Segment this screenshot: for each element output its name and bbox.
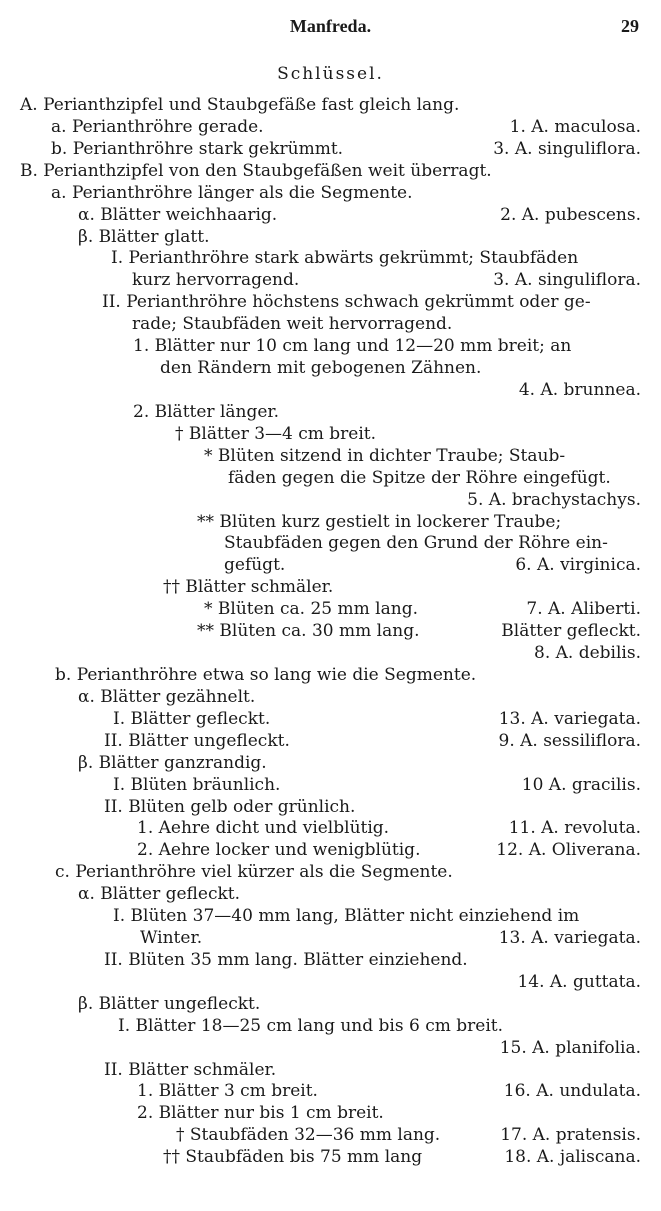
species-reference: 1. A. maculosa. — [509, 116, 641, 137]
key-line — [0, 380, 661, 402]
key-line — [0, 709, 661, 731]
key-line-text: †† Staubfäden bis 75 mm lang — [163, 1147, 423, 1168]
key-line-text: Staubfäden gegen den Grund der Röhre ein- — [224, 533, 608, 554]
key-line-text: II. Blüten 35 mm lang. Blätter einziehend. — [104, 949, 468, 970]
key-line — [0, 972, 661, 994]
key-line — [0, 227, 661, 249]
species-reference: 11. A. revoluta. — [508, 818, 641, 839]
species-reference: 18. A. jaliscana. — [504, 1147, 641, 1168]
key-line — [0, 555, 661, 577]
key-line-text: II. Perianthröhre höchstens schwach gekrümmt oder ge- — [102, 292, 591, 313]
key-line — [0, 862, 661, 884]
key-line-text: b. Perianthröhre etwa so lang wie die Segmente. — [55, 664, 477, 685]
key-line — [0, 314, 661, 336]
key-line-text: * Blüten sitzend in dichter Traube; Staub- — [204, 445, 566, 466]
key-line-text: I. Blüten 37—40 mm lang, Blätter nicht einziehend im — [113, 906, 580, 927]
key-line — [0, 446, 661, 468]
key-line — [0, 1125, 661, 1147]
key-line — [0, 643, 661, 665]
key-line-text: I. Perianthröhre stark abwärts gekrümmt; Staubfäden — [111, 248, 579, 269]
key-line-text: ** Blüten kurz gestielt in lockerer Traube; — [197, 511, 562, 532]
key-line — [0, 512, 661, 534]
species-reference: 14. A. guttata. — [517, 971, 641, 992]
species-reference: 12. A. Oliverana. — [496, 840, 641, 861]
key-line-text: †† Blätter schmäler. — [163, 577, 334, 598]
page-number: 29 — [621, 16, 639, 36]
species-reference: 2. A. pubescens. — [500, 204, 641, 225]
key-line-text: B. Perianthzipfel von den Staubgefäßen weit überragt. — [20, 160, 492, 181]
key-line-text: * Blüten ca. 25 mm lang. — [204, 599, 418, 620]
key-line-text: a. Perianthröhre länger als die Segmente. — [51, 182, 413, 203]
key-line — [0, 1147, 661, 1169]
key-line-text: 1. Aehre dicht und vielblütig. — [137, 818, 390, 839]
key-line — [0, 139, 661, 161]
key-line — [0, 358, 661, 380]
key-line — [0, 599, 661, 621]
key-line — [0, 336, 661, 358]
key-line-text: β. Blätter ganzrandig. — [78, 752, 267, 773]
key-line — [0, 621, 661, 643]
key-line — [0, 248, 661, 270]
species-reference: 13. A. variegata. — [498, 708, 641, 729]
key-line — [0, 928, 661, 950]
key-line-text: c. Perianthröhre viel kürzer als die Segmente. — [55, 862, 453, 883]
key-line — [0, 270, 661, 292]
key-line — [0, 577, 661, 599]
key-line — [0, 183, 661, 205]
species-reference: 10 A. gracilis. — [521, 774, 641, 795]
key-line — [0, 490, 661, 512]
species-reference: 17. A. pratensis. — [500, 1125, 641, 1146]
key-line-text: α. Blätter gefleckt. — [78, 884, 241, 905]
key-line-text: 2. Aehre locker und wenigblütig. — [137, 840, 421, 861]
key-line — [0, 161, 661, 183]
key-line — [0, 665, 661, 687]
species-reference: 16. A. undulata. — [503, 1081, 641, 1102]
key-line-text: † Staubfäden 32—36 mm lang. — [176, 1125, 441, 1146]
key-line-text: 1. Blätter 3 cm breit. — [137, 1081, 318, 1102]
key-line-text: β. Blätter ungefleckt. — [78, 993, 261, 1014]
species-reference: 15. A. planifolia. — [499, 1037, 641, 1058]
key-line — [0, 840, 661, 862]
species-reference: 13. A. variegata. — [498, 928, 641, 949]
key-line — [0, 402, 661, 424]
species-reference: 5. A. brachystachys. — [467, 489, 641, 510]
species-reference: 9. A. sessiliflora. — [498, 730, 641, 751]
key-line-text: β. Blätter glatt. — [78, 226, 210, 247]
key-line-text: I. Blüten bräunlich. — [113, 774, 281, 795]
key-line — [0, 1038, 661, 1060]
species-reference: 3. A. singuliflora. — [493, 270, 641, 291]
key-line-text: rade; Staubfäden weit hervorragend. — [132, 314, 453, 335]
key-line — [0, 818, 661, 840]
key-line-text: I. Blätter 18—25 cm lang und bis 6 cm breit. — [118, 1015, 503, 1036]
key-line-text: 2. Blätter länger. — [133, 401, 280, 422]
key-line — [0, 775, 661, 797]
key-line-text: 2. Blätter nur bis 1 cm breit. — [137, 1103, 384, 1124]
key-line — [0, 1060, 661, 1082]
species-reference: 3. A. singuliflora. — [493, 138, 641, 159]
species-reference: 8. A. debilis. — [534, 643, 641, 664]
key-line-text: II. Blüten gelb oder grünlich. — [104, 796, 356, 817]
key-line — [0, 292, 661, 314]
key-line-text: a. Perianthröhre gerade. — [51, 116, 264, 137]
key-lines — [0, 95, 661, 1169]
key-line — [0, 950, 661, 972]
key-line-text: gefügt. — [224, 555, 286, 576]
key-line — [0, 468, 661, 490]
key-line — [0, 1016, 661, 1038]
key-line — [0, 884, 661, 906]
key-line — [0, 731, 661, 753]
key-line — [0, 906, 661, 928]
key-line — [0, 994, 661, 1016]
species-reference: 6. A. virginica. — [515, 555, 641, 576]
key-line-text: b. Perianthröhre stark gekrümmt. — [51, 138, 344, 159]
running-header: Manfreda. — [289, 16, 372, 36]
key-line-text: α. Blätter weichhaarig. — [78, 204, 278, 225]
key-line — [0, 533, 661, 555]
key-line — [0, 424, 661, 446]
key-line-text: den Rändern mit gebogenen Zähnen. — [160, 358, 482, 379]
species-reference: 7. A. Aliberti. — [526, 599, 641, 620]
key-line-text: 1. Blätter nur 10 cm lang und 12—20 mm breit; an — [133, 336, 572, 357]
key-line-text: α. Blätter gezähnelt. — [78, 686, 256, 707]
key-line-text: II. Blätter schmäler. — [104, 1059, 277, 1080]
key-line — [0, 753, 661, 775]
key-line — [0, 117, 661, 139]
key-line-text: II. Blätter ungefleckt. — [104, 730, 290, 751]
key-line-text: kurz hervorragend. — [132, 270, 300, 291]
key-line-text: Winter. — [140, 928, 203, 949]
section-title: Schlüssel. — [277, 64, 384, 84]
key-line — [0, 797, 661, 819]
key-line-text: † Blätter 3—4 cm breit. — [175, 423, 377, 444]
key-line — [0, 1081, 661, 1103]
species-reference: 4. A. brunnea. — [518, 379, 641, 400]
key-line-text: A. Perianthzipfel und Staubgefäße fast gleich lang. — [20, 95, 460, 115]
key-line — [0, 1103, 661, 1125]
key-line — [0, 687, 661, 709]
key-line — [0, 205, 661, 227]
key-line — [0, 95, 661, 117]
key-line-text: fäden gegen die Spitze der Röhre eingefügt. — [228, 467, 611, 488]
key-line-text: ** Blüten ca. 30 mm lang. — [197, 621, 420, 642]
key-line-text: I. Blätter gefleckt. — [113, 708, 271, 729]
species-reference: Blätter gefleckt. — [501, 621, 641, 642]
